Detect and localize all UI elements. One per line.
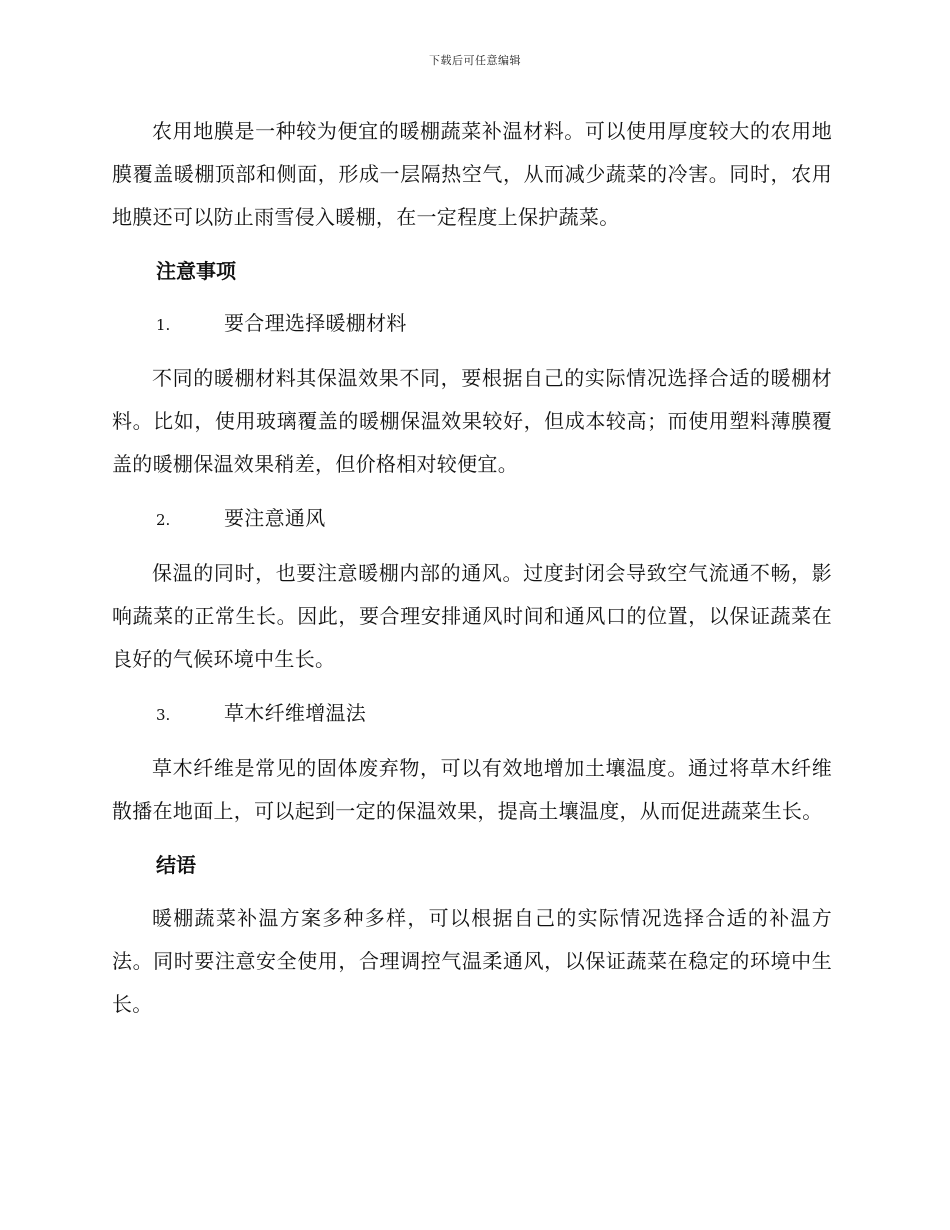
item-3-paragraph: 草木纤维是常见的固体废弃物，可以有效地增加土壤温度。通过将草木纤维散播在地面上，可以起到一定的保温效果，提高土壤温度，从而促进蔬菜生长。 — [112, 756, 832, 823]
list-item-title: 要合理选择暖棚材料 — [224, 311, 407, 335]
list-item-number: 1. — [156, 316, 171, 334]
list-item-2 — [112, 498, 832, 540]
list-item-number: 2. — [156, 511, 171, 529]
item-2-paragraph: 保温的同时，也要注意暖棚内部的通风。过度封闭会导致空气流通不畅，影响蔬菜的正常生长。因此，要合理安排通风时间和通风口的位置，以保证蔬菜在良好的气候环境中生长。 — [112, 561, 832, 671]
conclusion-heading: 结语 — [156, 853, 196, 877]
conclusion-paragraph: 暖棚蔬菜补温方案多种多样，可以根据自己的实际情况选择合适的补温方法。同时要注意安全使用，合理调控气温柔通风，以保证蔬菜在稳定的环境中生长。 — [112, 906, 832, 1016]
item-1-paragraph: 不同的暖棚材料其保温效果不同，要根据自己的实际情况选择合适的暖棚材料。比如，使用玻璃覆盖的暖棚保温效果较好，但成本较高；而使用塑料薄膜覆盖的暖棚保温效果稍差，但价格相对较便宜。 — [112, 366, 832, 476]
list-item-number: 3. — [156, 706, 171, 724]
list-item-3 — [112, 693, 832, 735]
notes-heading: 注意事项 — [156, 259, 236, 283]
document-body — [112, 110, 832, 1026]
list-item-1 — [112, 303, 832, 345]
list-item-title: 草木纤维增温法 — [224, 701, 367, 725]
list-item-title: 要注意通风 — [224, 506, 326, 530]
intro-paragraph: 农用地膜是一种较为便宜的暖棚蔬菜补温材料。可以使用厚度较大的农用地膜覆盖暖棚顶部和侧面，形成一层隔热空气，从而减少蔬菜的冷害。同时，农用地膜还可以防止雨雪侵入暖棚，在一定程度上保护蔬菜。 — [112, 119, 832, 229]
page-header: 下载后可任意编辑 — [429, 54, 521, 67]
